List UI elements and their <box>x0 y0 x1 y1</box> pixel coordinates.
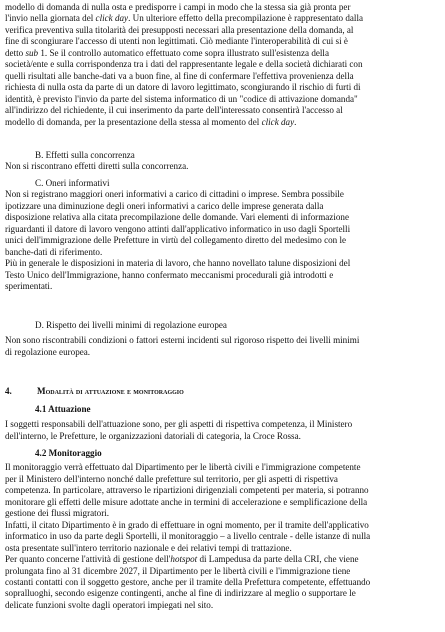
text-line: identità, è previsto l'invio da parte del sistema informatico di un "codice di attivazione domanda" <box>5 93 358 104</box>
subsection-4-1-heading: 4.1 Attuazione <box>35 404 91 414</box>
text-line: all'indirizzo del richiedente, il cui inserimento da parte dell'interessato consentirà l'accesso al <box>5 105 343 116</box>
text-line: gestione dei flussi migratori. <box>5 508 110 519</box>
text-line: per il Ministero dell'interno nonché dalle prefetture sul territorio, per gli aspetti di rispettiva <box>5 473 338 484</box>
text-line: unici dell'immigrazione delle Prefetture in virtù del collegamento diretto del medesimo con le <box>5 235 347 246</box>
text-line: I soggetti responsabili dell'attuazione sono, per gli aspetti di rispettiva competenza, il Ministero <box>5 419 353 430</box>
text-line: disposizione relativa alla citata precompilazione delle domande. Vari elementi di informazione <box>5 212 349 223</box>
text-line: Il monitoraggio verrà effettuato dal Dipartimento per le libertà civili e l'immigrazione competente <box>5 462 361 473</box>
text-line: società/ente e sulla corrispondenza tra i dati del rappresentante legale e della società dichiarati con <box>5 59 363 70</box>
text-line: monitorare gli effetti delle misure adottate anche in termini di accelerazione e semplificazione della <box>5 496 368 507</box>
section-c-heading: C. Oneri informativi <box>35 178 110 188</box>
text-line: informatico in uso da parte degli Sportelli, il monitoraggio – a livello centrale - delle istanze di nulla <box>5 531 371 542</box>
text-line: verifica preventiva sulla titolarità dei presupposti necessari alla presentazione della domanda, al <box>5 24 354 35</box>
text-line: di regolazione europea. <box>5 346 91 357</box>
section-d-heading: D. Rispetto dei livelli minimi di regolazione europea <box>35 320 227 330</box>
text-line: l'invio nella giornata del click day. Un ulteriore effetto della precompilazione è rappresentato dalla <box>5 13 364 24</box>
subsection-4-2-heading: 4.2 Monitoraggio <box>35 448 102 458</box>
text-line: osta presentate sull'intero territorio nazionale e dei relativi tempi di trattazione. <box>5 542 292 553</box>
text-line: costanti contatti con il soggetto gestore, anche per il tramite della Prefettura competente, effettuando <box>5 576 371 587</box>
section-b <box>5 150 441 173</box>
text-line: Testo Unico dell'Immigrazione, hanno confermato meccanismi procedurali già introdotti e <box>5 269 334 280</box>
text-line: sopralluoghi, secondo esigenze contingenti, anche al fine di indirizzare al meglio o supportare le <box>5 588 356 599</box>
subsection-4-2 <box>5 448 441 611</box>
text-line: fine di scongiurare l'accesso di utenti non legittimati. Ciò mediante l'interoperabilità di cui si è <box>5 36 348 47</box>
section-4-number: 4. <box>5 386 12 396</box>
text-line: banche-dati di riferimento. <box>5 246 103 257</box>
text-line: ipotizzare una diminuzione degli oneri informativi a carico delle imprese generata dalla <box>5 200 324 211</box>
text-line: sperimentati. <box>5 281 53 292</box>
text-line: delicate funzioni svolte dagli operatori impiegati nel sito. <box>5 599 214 610</box>
section-4-heading <box>5 386 441 397</box>
text-line: modello di domanda, per la presentazione della stessa al momento del click day. <box>5 116 297 127</box>
section-b-heading: B. Effetti sulla concorrenza <box>35 150 135 160</box>
text-line: richiesta di nulla osta da parte di un datore di lavoro legittimato, scongiurando il rischio di furti di <box>5 82 361 93</box>
subsection-4-1 <box>5 404 441 442</box>
text-line: Per quanto concerne l'attività di gestione dell'hotspot di Lampedusa da parte della CRI, che viene <box>5 554 359 565</box>
text-line: dell'interno, le Prefetture, le organizzazioni datoriali di categoria, la Croce Rossa. <box>5 430 301 441</box>
section-b-body: Non si riscontrano effetti diretti sulla concorrenza. <box>5 161 189 172</box>
section-d <box>5 320 441 358</box>
text-line: detto sub 1. Se il controllo automatico effettuato come sopra illustrato sull'esistenza della <box>5 47 329 58</box>
text-line: quelli risultati alle banche-dati va a buon fine, al fine di confermare l'effettiva provenienza della <box>5 70 354 81</box>
text-line: modello di domanda di nulla osta e predisporre i campi in modo che la stessa sia già pronta per <box>5 2 351 12</box>
text-line: Non si registrano maggiori oneri informativi a carico di cittadini o imprese. Sembra possibile <box>5 189 344 200</box>
text-line: riguardanti il datore di lavoro vengono attinti dall'applicativo informatico in uso dagli Sportelli <box>5 223 351 234</box>
text-line: Infatti, il citato Dipartimento è in grado di effettuare in ogni momento, per il tramite dell'applicativo <box>5 519 369 530</box>
text-line: Più in generale le disposizioni in materia di lavoro, che hanno novellato talune disposizioni del <box>5 258 351 269</box>
text-line: prolungata fino al 31 dicembre 2027, il Dipartimento per le libertà civili e l'immigrazione tiene <box>5 565 351 576</box>
intro-paragraph <box>5 2 441 128</box>
section-c <box>5 178 441 293</box>
section-4-title: Modalità di attuazione e monitoraggio <box>37 386 184 396</box>
text-line: competenza. In particolare, attraverso le ripartizioni dirigenziali competenti per materia, si potranno <box>5 485 369 496</box>
text-line: Non sono riscontrabili condizioni o fattori esterni incidenti sul rigoroso rispetto dei livelli minimi <box>5 335 360 346</box>
